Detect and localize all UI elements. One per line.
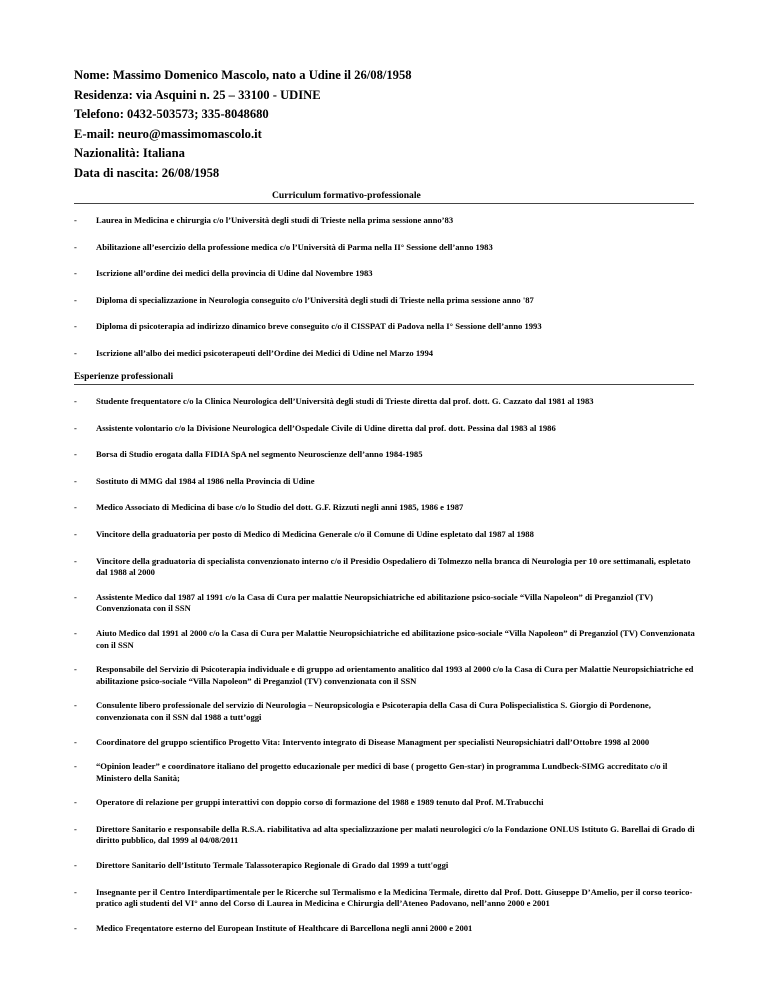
bullet-dash: - <box>74 528 77 539</box>
list-item <box>74 737 698 749</box>
name-line: Nome: Massimo Domenico Mascolo, nato a Udine il 26/08/1958 <box>74 68 412 82</box>
list-item <box>74 295 698 307</box>
list-item-text: Direttore Sanitario e responsabile della R.S.A. riabilitativa ad alta specializzazione per malati neurologici c/o la Fondazione ONLUS Istituto G. Barellai di Grado di diritto pubblico, dal 1999 al 04/08/2011 <box>96 823 695 846</box>
list-item-text: Borsa di Studio erogata dalla FIDIA SpA nel segmento Neuroscienze dell’anno 1984-1985 <box>96 449 423 460</box>
bullet-dash: - <box>74 502 77 513</box>
bullet-dash: - <box>74 736 77 747</box>
list-item <box>74 449 698 461</box>
list-item <box>74 860 698 872</box>
list-item-text: Assistente Medico dal 1987 al 1991 c/o la Casa di Cura per malattie Neuropsichiatriche ed abilitazione psico-sociale “Villa Napoleon” di Preganziol (TV) Convenzionata con il SSN <box>96 591 654 614</box>
bullet-dash: - <box>74 761 77 772</box>
list-item-text: Studente frequentatore c/o la Clinica Neurologica dell’Università degli studi di Trieste diretta dal prof. dott. G. Cazzato dal 1981 al 1983 <box>96 396 594 406</box>
list-item <box>74 887 698 910</box>
esperienze-title: Esperienze professionali <box>74 371 174 382</box>
list-item <box>74 215 698 227</box>
list-item-text: Responsabile del Servizio di Psicoterapia individuale e di gruppo ad orientamento analitico dal 1993 al 2000 c/o la Casa di Cura per Malattie Neuropsichiatriche ed abilitazione psico-sociale “Villa Napoleon” di Preganziol (TV) convenzionata con il SSN <box>96 664 694 686</box>
bullet-dash: - <box>74 886 77 897</box>
bullet-dash: - <box>74 321 77 332</box>
list-item-text: Laurea in Medicina e chirurgia c/o l’Università degli studi di Trieste nella prima sessione anno’83 <box>96 215 454 225</box>
formazione-title: Curriculum formativo-professionale <box>272 190 421 201</box>
list-item-text: Vincitore della graduatoria per posto di Medico di Medicina Generale c/o il Comune di Udine espletato dal 1987 al 1988 <box>96 528 534 539</box>
esperienze-list <box>74 396 698 934</box>
list-item-text: Diploma di specializzazione in Neurologia conseguito c/o l’Università degli studi di Trieste nella prima sessione anno '87 <box>96 294 534 305</box>
list-item-text: Iscrizione all’ordine dei medici della provincia di Udine dal Novembre 1983 <box>96 268 373 279</box>
bullet-dash: - <box>74 797 77 808</box>
bullet-dash: - <box>74 555 77 566</box>
list-item-text: Assistente volontario c/o la Divisione Neurologica dell’Ospedale Civile di Udine diretta dal prof. dott. Pessina dal 1983 al 1986 <box>96 422 556 433</box>
residence-line: Residenza: via Asquini n. 25 – 33100 - UDINE <box>74 87 321 102</box>
list-item <box>74 923 698 935</box>
nationality-line: Nazionalità: Italiana <box>74 146 185 160</box>
list-item <box>74 502 698 514</box>
bullet-dash: - <box>74 347 77 358</box>
esperienze-divider <box>74 384 694 385</box>
personal-info <box>74 66 694 183</box>
list-item-text: Consulente libero professionale del servizio di Neurologia – Neuropsicologia e Psicoterapia della Casa di Cura Polispecialistica S. Giorgio di Pordenone, convenzionata con il SSN dal 1988 a tutt’oggi <box>96 700 651 722</box>
formazione-list <box>74 215 698 360</box>
list-item <box>74 628 698 651</box>
list-item <box>74 423 698 435</box>
list-item <box>74 700 698 723</box>
formazione-divider <box>74 203 694 204</box>
list-item-text: “Opinion leader” e coordinatore italiano del progetto educazionale per medici di base ( progetto Gen-star) in programma Lundbeck-SIMG accreditato c/o il Ministero della Sanità; <box>96 761 668 783</box>
bullet-dash: - <box>74 823 77 834</box>
list-item-text: Insegnante per il Centro Interdipartimentale per le Ricerche sul Termalismo e la Medicina Termale, diretto dal Prof. Dott. Giuseppe D’Amelio, per il corso teorico-pratico agli studenti del VI° anno del Corso di Laurea in Medicina e Chirurgia dell’Ateneo Padovano, nell’anno 2000 e 2001 <box>96 886 693 909</box>
bullet-dash: - <box>74 664 77 675</box>
list-item <box>74 476 698 488</box>
list-item-text: Sostituto di MMG dal 1984 al 1986 nella Provincia di Udine <box>96 475 315 486</box>
list-item <box>74 824 698 847</box>
list-item <box>74 242 698 254</box>
birthdate-line: Data di nascita: 26/08/1958 <box>74 165 220 180</box>
list-item <box>74 529 698 541</box>
list-item-text: Iscrizione all’albo dei medici psicoterapeuti dell’Ordine dei Medici di Udine nel Marzo 1994 <box>96 347 434 358</box>
bullet-dash: - <box>74 396 77 406</box>
bullet-dash: - <box>74 449 77 460</box>
list-item-text: Coordinatore del gruppo scientifico Progetto Vita: Intervento integrato di Disease Managment per specialisti Neuropsichiatri dall’Ottobre 1998 al 2000 <box>96 736 650 747</box>
bullet-dash: - <box>74 294 77 305</box>
list-item <box>74 761 698 784</box>
list-item <box>74 797 698 809</box>
bullet-dash: - <box>74 860 77 871</box>
list-item <box>74 348 698 360</box>
list-item <box>74 556 698 579</box>
list-item-text: Vincitore della graduatoria di specialista convenzionato interno c/o il Presidio Ospedaliero di Tolmezzo nella branca di Neurologia per 10 ore settimanali, espletato dal 1988 al 2000 <box>96 555 691 578</box>
email-line: E-mail: neuro@massimomascolo.it <box>74 126 262 141</box>
list-item <box>74 268 698 280</box>
bullet-dash: - <box>74 627 77 638</box>
bullet-dash: - <box>74 475 77 486</box>
bullet-dash: - <box>74 591 77 602</box>
list-item-text: Aiuto Medico dal 1991 al 2000 c/o la Casa di Cura per Malattie Neuropsichiatriche ed abilitazione psico-sociale “Villa Napoleon” di Preganziol (TV) Convenzionata con il SSN <box>96 627 695 650</box>
list-item-text: Diploma di psicoterapia ad indirizzo dinamico breve conseguito c/o il CISSPAT di Padova nella I° Sessione dell’anno 1993 <box>96 321 542 332</box>
bullet-dash: - <box>74 241 77 252</box>
bullet-dash: - <box>74 700 77 711</box>
list-item <box>74 664 698 687</box>
list-item-text: Abilitazione all’esercizio della professione medica c/o l’Università di Parma nella II° Sessione dell’anno 1983 <box>96 241 493 252</box>
list-item <box>74 396 698 408</box>
list-item-text: Medico Freqentatore esterno del European Institute of Healthcare di Barcellona negli anni 2000 e 2001 <box>96 922 473 933</box>
bullet-dash: - <box>74 215 77 225</box>
list-item-text: Medico Associato di Medicina di base c/o lo Studio del dott. G.F. Rizzuti negli anni 1985, 1986 e 1987 <box>96 502 464 513</box>
list-item <box>74 592 698 615</box>
phone-line: Telefono: 0432-503573; 335-8048680 <box>74 107 269 121</box>
bullet-dash: - <box>74 268 77 279</box>
list-item <box>74 321 698 333</box>
list-item-text: Direttore Sanitario dell’Istituto Termale Talassoterapico Regionale di Grado dal 1999 a tutt'oggi <box>96 860 449 871</box>
bullet-dash: - <box>74 922 77 933</box>
list-item-text: Operatore di relazione per gruppi interattivi con doppio corso di formazione del 1988 e 1989 tenuto dal Prof. M.Trabucchi <box>96 797 544 808</box>
bullet-dash: - <box>74 422 77 433</box>
